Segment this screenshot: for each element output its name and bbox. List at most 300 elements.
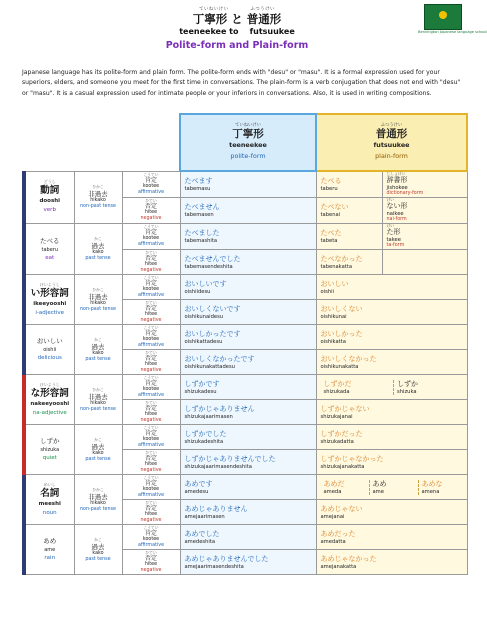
polite-form-ja: しずかじゃありません [184,404,255,413]
header-plain-romaji: futsuukee [373,141,410,149]
polarity-cell [122,325,180,350]
polarity-romaji: hitee [144,311,158,317]
plain-form-variant [321,380,395,395]
polarity-romaji: kootee [142,436,160,442]
polarity-cell [122,171,180,198]
header-polite-ja: 丁寧形 [232,128,264,140]
plain-form-romaji: amedatta [320,538,346,545]
form-name-romaji: jishokee [386,185,408,191]
polarity-romaji: hitee [144,361,158,367]
polarity-romaji: kootee [142,286,160,292]
plain-form-variant [419,480,467,495]
polarity-english: affirmative [137,242,165,247]
polarity-english: negative [140,467,162,473]
title-polite-ja: 丁寧形 [192,12,228,26]
plain-form-variant [370,480,419,495]
plain-form-ja: おいしくなかった [320,354,377,363]
polite-form-romaji: tabemasen [184,212,214,218]
tense-ja: 非過去 [88,492,108,501]
category-ja: 動詞 [40,185,60,197]
polite-form-ja: おいしいです [184,279,227,288]
plain-form-ja-2: しずか [397,379,419,388]
polarity-ruby: ひてい [145,198,157,203]
polite-form-ja: あめじゃありませんでした [184,554,269,563]
plain-form-romaji-3: amena [421,488,440,495]
example-word-english: rain [44,555,56,561]
polarity-ja: 否定 [144,304,157,312]
polarity-cell [122,400,180,425]
header-plain-cell [316,114,467,171]
polite-form-romaji: amedeshita [184,538,216,545]
form-name-ruby: けい [386,223,395,228]
polarity-english: negative [140,517,162,523]
tense-cell [74,224,122,275]
header-polite-romaji: teeneekee [229,141,267,149]
polite-form-cell [180,198,316,224]
tense-ruby: ひかこ [92,386,104,392]
plain-form-ja-2: あめ [372,479,387,488]
tense-ja: 過去 [91,542,105,551]
example-word-english: delicious [37,355,62,361]
plain-form-romaji: shizukajanakatta [320,463,365,470]
tense-ja: 過去 [91,342,105,351]
polarity-cell [122,475,180,500]
polarity-romaji: kootee [142,536,160,542]
polarity-romaji: kootee [142,486,160,492]
polite-form-cell [180,475,316,500]
tense-romaji: hikako [90,400,106,406]
plain-form-split [321,380,467,395]
example-word-english: quiet [42,455,57,461]
category-ruby: けいようし [39,281,60,287]
polite-form-romaji: oishikattadesu [184,338,223,345]
tense-english: past tense [85,356,111,362]
polite-form-cell [180,171,316,198]
tense-ruby: かこ [94,236,102,241]
polarity-ruby: ひてい [145,249,157,255]
polite-form-ja: たべます [184,177,213,185]
form-name-cell [382,250,467,275]
polite-form-ja: あめです [184,479,213,488]
polite-form-romaji: oishikunakattadesu [184,363,235,370]
polarity-cell [122,224,180,250]
polite-form-ja: おいしかったです [184,329,241,338]
plain-form-ja: あめだった [320,529,356,538]
plain-form-cell [316,500,467,525]
polarity-ruby: こうてい [143,424,159,430]
polite-form-ja: おいしくないです [184,304,241,313]
polarity-ja: 肯定 [144,329,157,337]
tense-english: non-past tense [80,204,116,210]
plain-form-ja: あめじゃなかった [320,554,377,563]
polarity-english: affirmative [137,189,165,195]
category-cell [24,171,74,224]
polite-form-cell [180,275,316,300]
plain-form-cell [316,325,467,350]
tense-romaji: kako [92,350,104,356]
category-ruby: けいようし [39,381,60,387]
plain-form-ja: おいしい [320,279,349,288]
tense-english: non-past tense [80,306,116,312]
header-blank-cell [24,114,180,171]
logo-caption: Bennington Japanese language school [418,30,487,34]
tense-ja: 非過去 [88,190,108,199]
example-word-ja: しずか [40,437,60,445]
category-english: verb [43,207,56,214]
plain-form-cell [316,198,382,224]
tense-ruby: かこ [94,336,102,342]
polarity-cell [122,275,180,300]
polarity-cell [122,425,180,450]
plain-form-romaji: oishikunai [320,313,347,320]
category-english: na-adjective [32,409,67,416]
polarity-ja: 肯定 [144,379,157,387]
tense-romaji: kako [92,450,104,456]
tense-cell [74,475,122,525]
plain-form-ja: しずかじゃなかった [320,454,384,463]
polarity-ruby: こうてい [143,524,159,530]
tense-romaji: kako [92,250,104,255]
polite-form-cell [180,300,316,325]
polite-form-romaji: tabemashita [184,238,218,244]
polarity-cell [122,525,180,550]
polarity-ruby: こうてい [143,171,159,177]
polarity-romaji: hitee [144,261,158,267]
polarity-english: affirmative [137,342,165,348]
plain-form-cell [316,350,467,375]
polite-form-cell [180,250,316,275]
polarity-ja: 肯定 [144,229,157,236]
polarity-ruby: こうてい [143,224,159,229]
polarity-ja: 肯定 [144,529,157,537]
example-word-cell [24,325,74,375]
form-name-cell [382,198,467,224]
example-word-ja: あめ [43,537,57,545]
polarity-ruby: こうてい [143,324,159,330]
polarity-romaji: kootee [142,183,160,189]
plain-form-romaji: tabenai [320,212,341,218]
polite-form-cell [180,325,316,350]
category-ruby: どうし [43,179,56,185]
polarity-english: negative [140,417,162,423]
example-word-romaji: oishii [43,347,57,353]
polite-form-cell [180,450,316,475]
plain-form-romaji-2: shizuka [397,388,417,395]
polite-form-ja: しずかです [184,379,220,388]
tense-ruby: かこ [94,436,102,442]
polite-form-cell [180,224,316,250]
title-english: Polite-form and Plain-form [165,40,309,51]
category-ja: い形容詞 [30,287,69,299]
tense-cell [74,425,122,475]
polite-form-romaji: amejaarimasen [184,513,225,520]
plain-form-ja: たべる [320,177,342,185]
table-row [24,275,467,300]
polarity-english: affirmative [137,292,165,298]
tense-ja: 非過去 [88,392,108,401]
polite-form-cell [180,425,316,450]
polarity-english: negative [140,317,162,323]
example-word-romaji: taberu [41,246,58,253]
tense-ruby: ひかこ [92,286,104,292]
polarity-english: affirmative [137,442,165,448]
plain-form-cell [316,450,467,475]
polarity-ruby: ひてい [145,349,157,355]
polarity-ja: 否定 [144,203,157,210]
polite-form-romaji: oishikunaidesu [184,313,224,320]
form-name-cell [382,171,467,198]
polarity-ruby: ひてい [145,499,157,505]
form-name-english: nai-form [386,217,407,222]
plain-form-ja: おいしかった [320,329,363,338]
polite-form-romaji: tabemasu [184,186,211,192]
polarity-romaji: kootee [142,236,160,241]
category-english: i-adjective [35,309,65,316]
polarity-cell [122,550,180,575]
polarity-ja: 肯定 [144,176,157,184]
polite-form-cell [180,375,316,400]
header-polite-english: polite-form [230,152,266,160]
form-name-english: ta-form [386,243,405,248]
polarity-ja: 否定 [144,354,157,362]
plain-form-romaji: amejanai [320,513,345,520]
example-word-cell [24,525,74,575]
polarity-ruby: ひてい [145,399,157,405]
tense-english: non-past tense [80,506,116,512]
form-name-ja: ない形 [386,202,408,210]
polarity-ruby: ひてい [145,299,157,305]
table-row [24,375,467,400]
polite-form-ja: たべませんでした [184,254,241,263]
polarity-english: negative [140,367,162,373]
table-row [24,475,467,500]
plain-form-variant [321,480,370,495]
plain-form-romaji: ameda [323,488,342,495]
title-plain-ja: 普通形 [246,12,282,26]
polite-form-romaji: oishiidesu [184,288,211,295]
plain-form-romaji: oishikatta [320,338,346,345]
tense-ruby: ひかこ [92,486,104,492]
category-romaji: dooshi [39,198,61,205]
form-name-english: dictionary-form [386,191,424,196]
form-name-romaji: takee [386,237,401,243]
polarity-ja: 肯定 [144,479,157,487]
category-ja: 名詞 [40,487,60,499]
title-to: と [231,12,243,26]
polarity-romaji: hitee [144,561,158,567]
plain-form-romaji-2: ame [372,488,384,495]
tense-romaji: hikako [90,198,106,204]
plain-form-cell [316,275,467,300]
table-row [24,325,467,350]
tense-cell [74,375,122,425]
header-plain-english: plain-form [375,152,408,160]
tense-romaji: hikako [90,500,106,506]
polite-form-ja: たべません [184,203,220,211]
plain-form-romaji: oishikunakatta [320,363,359,370]
polarity-english: affirmative [137,542,165,548]
polarity-romaji: hitee [144,511,158,517]
plain-form-ja: たべた [320,229,342,237]
plain-form-cell [316,375,467,400]
plain-form-romaji: taberu [320,186,338,192]
plain-form-ja: しずかじゃない [320,404,370,413]
plain-form-ja: たべない [320,203,349,211]
category-cell [24,275,74,325]
tense-cell [74,275,122,325]
plain-form-variant [394,380,467,395]
plain-form-romaji: shizukada [323,388,350,395]
polite-form-cell [180,350,316,375]
polarity-english: negative [140,567,162,573]
plain-form-cell [316,525,467,550]
polarity-romaji: hitee [144,461,158,467]
category-ruby: めいし [43,481,56,487]
polite-form-cell [180,550,316,575]
intro-paragraph: Japanese language has its polite-form and plain form. The polite-form ends with "desu" or "masu". It is a formal expression used for your superiors, elders, and someone you meet for the first time in conversations. The plain-form is a verb conjugation that does not end with "desu" or "masu". It is a casual expression used for intimate people or your inferiors in conversations. Also, it is used in writing compositions. [22,69,461,97]
polarity-cell [122,198,180,224]
polarity-ruby: ひてい [145,549,157,555]
polite-form-cell [180,500,316,525]
tense-cell [74,171,122,224]
polite-form-romaji: amedesu [184,488,209,495]
plain-form-cell [316,550,467,575]
polarity-romaji: hitee [144,411,158,417]
tense-english: past tense [85,256,111,261]
tense-ja: 過去 [91,442,105,451]
header-plain-ja: 普通形 [375,128,408,140]
plain-form-cell [316,224,382,250]
tense-ja: 非過去 [88,292,108,301]
polite-form-ja: あめじゃありません [184,504,248,513]
title-romaji: teeneekee to futsuukee [179,27,295,36]
page-title [0,6,487,53]
polite-form-romaji: shizukajaarimasen [184,413,233,420]
category-cell [24,475,74,525]
tense-cell [74,325,122,375]
category-cell [24,375,74,425]
plain-form-ja: たべなかった [320,254,363,263]
title-ruby-right: ふつうけい [250,7,275,12]
form-name-ruby: けい [386,197,395,202]
polite-form-ja: あめでした [184,529,220,538]
plain-form-ja: しずかだ [323,379,352,388]
plain-form-ja: しずかだった [320,429,363,438]
example-word-english: eat [45,254,55,261]
plain-form-split [321,480,467,495]
table-row [24,171,467,198]
category-ja: な形容詞 [30,387,69,399]
table-row [24,425,467,450]
example-word-cell [24,224,74,275]
tense-cell [74,525,122,575]
polarity-english: negative [140,267,162,273]
example-word-romaji: shizuka [40,447,60,453]
plain-form-cell [316,300,467,325]
polarity-romaji: hitee [144,210,158,215]
form-name-ruby: じしょけい [386,171,406,176]
plain-form-cell [316,171,382,198]
table-row [24,224,467,250]
polarity-romaji: kootee [142,336,160,342]
polarity-english: affirmative [137,492,165,498]
tense-ruby: かこ [94,536,102,542]
plain-form-romaji: shizukadatta [320,438,354,445]
polarity-romaji: kootee [142,386,160,392]
polarity-ja: 否定 [144,504,157,512]
polarity-cell [122,300,180,325]
header-polite-ruby: ていねいけい [235,123,261,128]
category-romaji: nakeeyooshi [30,400,70,407]
tense-romaji: kako [92,550,104,556]
plain-form-ja: あめじゃない [320,504,363,513]
header-polite-cell [180,114,316,171]
polite-form-cell [180,400,316,425]
category-romaji: ikeeyooshi [33,300,67,307]
plain-form-romaji: tabenakatta [320,263,353,270]
polarity-ja: 肯定 [144,429,157,437]
tense-english: non-past tense [80,406,116,412]
polarity-cell [122,500,180,525]
conjugation-table [22,113,468,575]
tense-english: past tense [85,556,111,562]
polarity-english: affirmative [137,392,165,398]
plain-form-cell [316,400,467,425]
polarity-cell [122,350,180,375]
polarity-ruby: こうてい [143,274,159,280]
tense-ja: 過去 [91,242,105,250]
polarity-english: negative [140,216,162,221]
polite-form-cell [180,525,316,550]
tense-english: past tense [85,456,111,462]
polite-form-ja: しずかじゃありませんでした [184,454,276,463]
plain-form-ja: あめだ [323,479,345,488]
table-row [24,525,467,550]
polarity-ja: 否定 [144,404,157,412]
polite-form-ja: しずかでした [184,429,227,438]
polarity-cell [122,375,180,400]
title-ruby-left: ていねいけい [199,7,229,12]
polarity-ja: 肯定 [144,279,157,287]
polite-form-ja: おいしくなかったです [184,354,255,363]
plain-form-romaji: oishii [320,288,334,295]
plain-form-ja-3: あめな [421,479,443,488]
form-name-ja: 辞書形 [386,176,408,184]
example-word-ja: たべる [40,236,60,245]
plain-form-ja: おいしくない [320,304,363,313]
form-name-romaji: naikee [386,211,404,217]
header-plain-ruby: ふつうけい [380,123,403,128]
polarity-ja: 否定 [144,254,157,262]
polite-form-romaji: shizukajaarimasendeshita [184,463,252,470]
category-english: noun [42,509,57,516]
plain-form-cell [316,475,467,500]
plain-form-romaji: shizukajanai [320,413,353,420]
polite-form-ja: たべました [184,229,220,237]
form-name-ja: た形 [386,228,401,236]
category-romaji: meeshi [38,500,61,507]
example-word-ja: おいしい [36,337,63,345]
polite-form-romaji: shizukadeshita [184,438,224,445]
tense-ruby: ひかこ [92,184,104,190]
polarity-ruby: こうてい [143,474,159,480]
polarity-cell [122,450,180,475]
example-word-romaji: ame [44,547,56,553]
polarity-ja: 否定 [144,554,157,562]
plain-form-romaji: amejanakatta [320,563,357,570]
plain-form-cell [316,250,382,275]
polarity-cell [122,250,180,275]
